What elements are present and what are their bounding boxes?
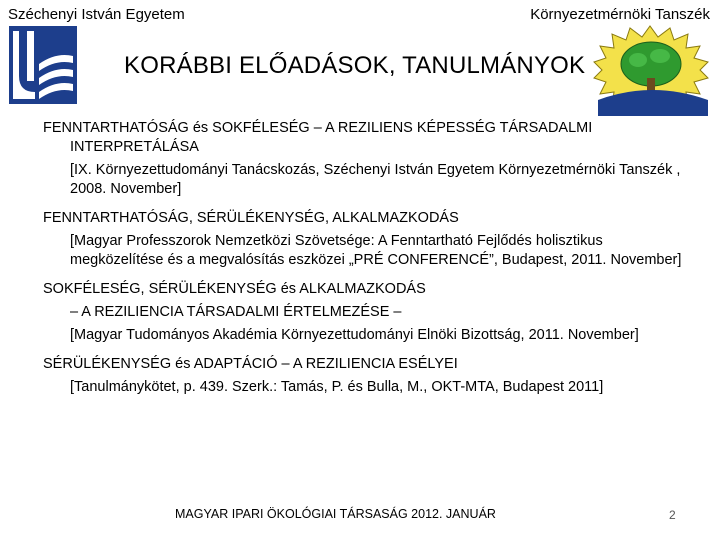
item-title: FENNTARTHATÓSÁG és SOKFÉLESÉG – A REZILIENS KÉPESSÉG TÁRSADALMI INTERPRETÁLÁSA xyxy=(43,120,593,155)
item-subtitle: – A REZILIENCIA TÁRSADALMI ÉRTELMEZÉSE – xyxy=(70,304,402,320)
item-title: SÉRÜLÉKENYSÉG és ADAPTÁCIÓ – A REZILIENCIA ESÉLYEI xyxy=(43,356,458,372)
header-department: Környezetmérnöki Tanszék xyxy=(530,6,710,23)
list-item xyxy=(43,209,693,270)
item-title: FENNTARTHATÓSÁG, SÉRÜLÉKENYSÉG, ALKALMAZKODÁS xyxy=(43,210,459,226)
department-logo xyxy=(590,24,714,116)
item-title: SOKFÉLESÉG, SÉRÜLÉKENYSÉG és ALKALMAZKODÁS xyxy=(43,281,426,297)
item-reference: [Magyar Professzorok Nemzetközi Szövetsége: A Fenntartható Fejlődés holisztikus megközelítése és a megvalósítás eszközei „PRÉ CONFERENCÉ”, Budapest, 2011. November] xyxy=(70,233,682,268)
header-university: Széchenyi István Egyetem xyxy=(8,6,185,23)
page-title: KORÁBBI ELŐADÁSOK, TANULMÁNYOK xyxy=(124,52,586,79)
item-reference: [Tanulmánykötet, p. 439. Szerk.: Tamás, P. és Bulla, M., OKT-MTA, Budapest 2011] xyxy=(70,379,604,395)
lecture-list xyxy=(43,119,693,407)
footer-text: MAGYAR IPARI ÖKOLÓGIAI TÁRSASÁG 2012. JANUÁR xyxy=(175,507,496,521)
university-logo xyxy=(9,26,77,104)
page-number: 2 xyxy=(669,508,676,522)
list-item xyxy=(43,119,693,199)
list-item xyxy=(43,355,693,397)
item-reference: [IX. Környezettudományi Tanácskozás, Széchenyi István Egyetem Környezetmérnöki Tanszék , 2008. November] xyxy=(70,162,681,197)
list-item xyxy=(43,280,693,345)
item-reference: [Magyar Tudományos Akadémia Környezettudományi Elnöki Bizottság, 2011. November] xyxy=(70,327,639,343)
